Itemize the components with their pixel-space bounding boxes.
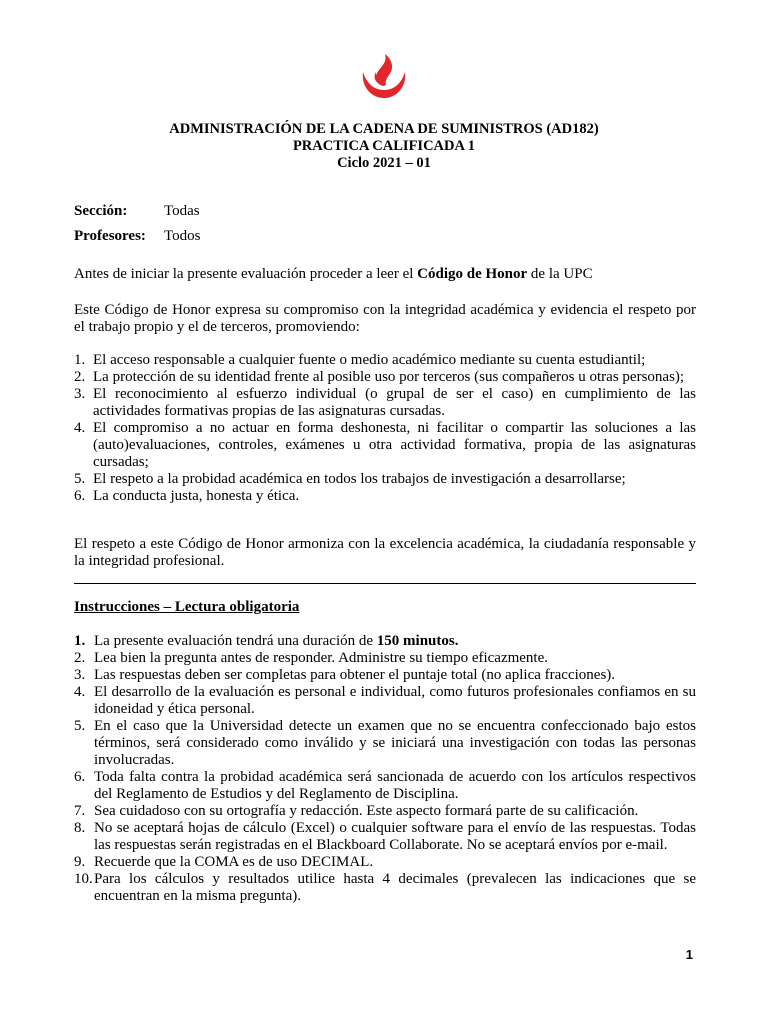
item-text: Lea bien la pregunta antes de responder. Administre su tiempo eficazmente.: [94, 650, 549, 666]
item-number: 1.: [74, 352, 86, 368]
item-number: 9.: [74, 854, 86, 870]
list-item: [74, 871, 696, 905]
intro-text: Antes de iniciar la presente evaluación proceder a leer el: [74, 266, 418, 282]
course-title: ADMINISTRACIÓN DE LA CADENA DE SUMINISTROS (AD182): [169, 121, 599, 137]
list-item: [74, 633, 696, 650]
item-text: Para los cálculos y resultados utilice hasta 4 decimales (prevalecen las indicaciones que se encuentran en la misma pregunta).: [94, 871, 696, 904]
item-number: 5.: [74, 471, 86, 487]
item-number: 10.: [74, 871, 93, 887]
item-number: 3.: [74, 667, 86, 683]
item-number: 2.: [74, 369, 86, 385]
exam-title: PRACTICA CALIFICADA 1: [292, 138, 476, 154]
honor-code-bold: Código de Honor: [417, 266, 528, 282]
intro-text-end: de la UPC: [527, 266, 593, 282]
item-text: Recuerde que la COMA es de uso DECIMAL.: [94, 854, 374, 870]
professors-value: Todos: [164, 228, 201, 244]
item-text: En el caso que la Universidad detecte un examen que no se encuentra confeccionado bajo estos términos, será considerado como inválido y se iniciará una investigación con todas las personas involucradas.: [94, 718, 696, 768]
list-item: [74, 684, 696, 718]
list-item: [74, 488, 696, 505]
honor-paragraph: Este Código de Honor expresa su compromiso con la integridad académica y evidencia el respeto por el trabajo propio y el de terceros, promoviendo:: [74, 302, 696, 335]
item-number: 6.: [74, 488, 86, 504]
divider: [74, 583, 696, 584]
list-item: [74, 769, 696, 803]
item-text: El respeto a la probidad académica en todos los trabajos de investigación a desarrollarse;: [93, 471, 626, 487]
section-field: [74, 203, 200, 220]
item-number: 3.: [74, 386, 86, 402]
item-text: Sea cuidadoso con su ortografía y redacción. Este aspecto formará parte de su calificación.: [94, 803, 639, 819]
instructions-list: [74, 633, 696, 905]
item-number: 6.: [74, 769, 86, 785]
item-number: 7.: [74, 803, 86, 819]
item-text: El acceso responsable a cualquier fuente o medio académico mediante su cuenta estudiantil;: [93, 352, 646, 368]
item-text: El reconocimiento al esfuerzo individual (o grupal de ser el caso) en cumplimiento de las actividades formativas propias de las asignaturas cursadas.: [93, 386, 696, 419]
item-number: 1.: [74, 633, 86, 649]
cycle-title: Ciclo 2021 – 01: [337, 155, 431, 171]
item-number: 4.: [74, 684, 86, 700]
item-text: El compromiso a no actuar en forma deshonesta, ni facilitar o compartir las soluciones a las (auto)evaluaciones, controles, exámenes u otra actividad formativa, propia de las asignaturas cursadas;: [93, 420, 696, 470]
intro-paragraph: [74, 266, 696, 283]
section-value: Todas: [164, 203, 200, 219]
item-text: La conducta justa, honesta y ética.: [93, 488, 300, 504]
list-item: [74, 854, 696, 871]
item-number: 8.: [74, 820, 86, 836]
list-item: [74, 718, 696, 769]
instructions-heading: Instrucciones – Lectura obligatoria: [74, 599, 300, 615]
closing-paragraph: El respeto a este Código de Honor armoniza con la excelencia académica, la ciudadanía responsable y la integridad profesional.: [74, 536, 696, 569]
professors-field: [74, 228, 200, 245]
list-item: [74, 352, 696, 369]
item-text: La protección de su identidad frente al posible uso por terceros (sus compañeros u otras personas);: [93, 369, 685, 385]
item-text: Las respuestas deben ser completas para obtener el puntaje total (no aplica fracciones).: [94, 667, 616, 683]
list-item: [74, 420, 696, 471]
item-text: La presente evaluación tendrá una duración de: [94, 633, 377, 649]
item-text: Toda falta contra la probidad académica será sancionada de acuerdo con los artículos respectivos del Reglamento de Estudios y del Reglamento de Disciplina.: [94, 769, 696, 802]
list-item: [74, 820, 696, 854]
item-text: El desarrollo de la evaluación es personal e individual, como futuros profesionales confiamos en su idoneidad y ética personal.: [94, 684, 696, 717]
document-title: [0, 121, 768, 172]
item-number: 2.: [74, 650, 86, 666]
list-item: [74, 803, 696, 820]
duration-bold: 150 minutos.: [376, 633, 459, 649]
upc-logo: [358, 52, 410, 102]
honor-list: [74, 352, 696, 505]
list-item: [74, 471, 696, 488]
section-label: Sección:: [74, 203, 128, 219]
page-number: 1: [685, 947, 693, 962]
list-item: [74, 667, 696, 684]
list-item: [74, 386, 696, 420]
list-item: [74, 650, 696, 667]
list-item: [74, 369, 696, 386]
professors-label: Profesores:: [74, 228, 146, 244]
item-number: 5.: [74, 718, 86, 734]
item-number: 4.: [74, 420, 86, 436]
item-text: No se aceptará hojas de cálculo (Excel) o cualquier software para el envío de las respuestas. Todas las respuestas serán registradas en el Blackboard Collaborate. No se aceptará envíos por e-mail.: [94, 820, 696, 853]
